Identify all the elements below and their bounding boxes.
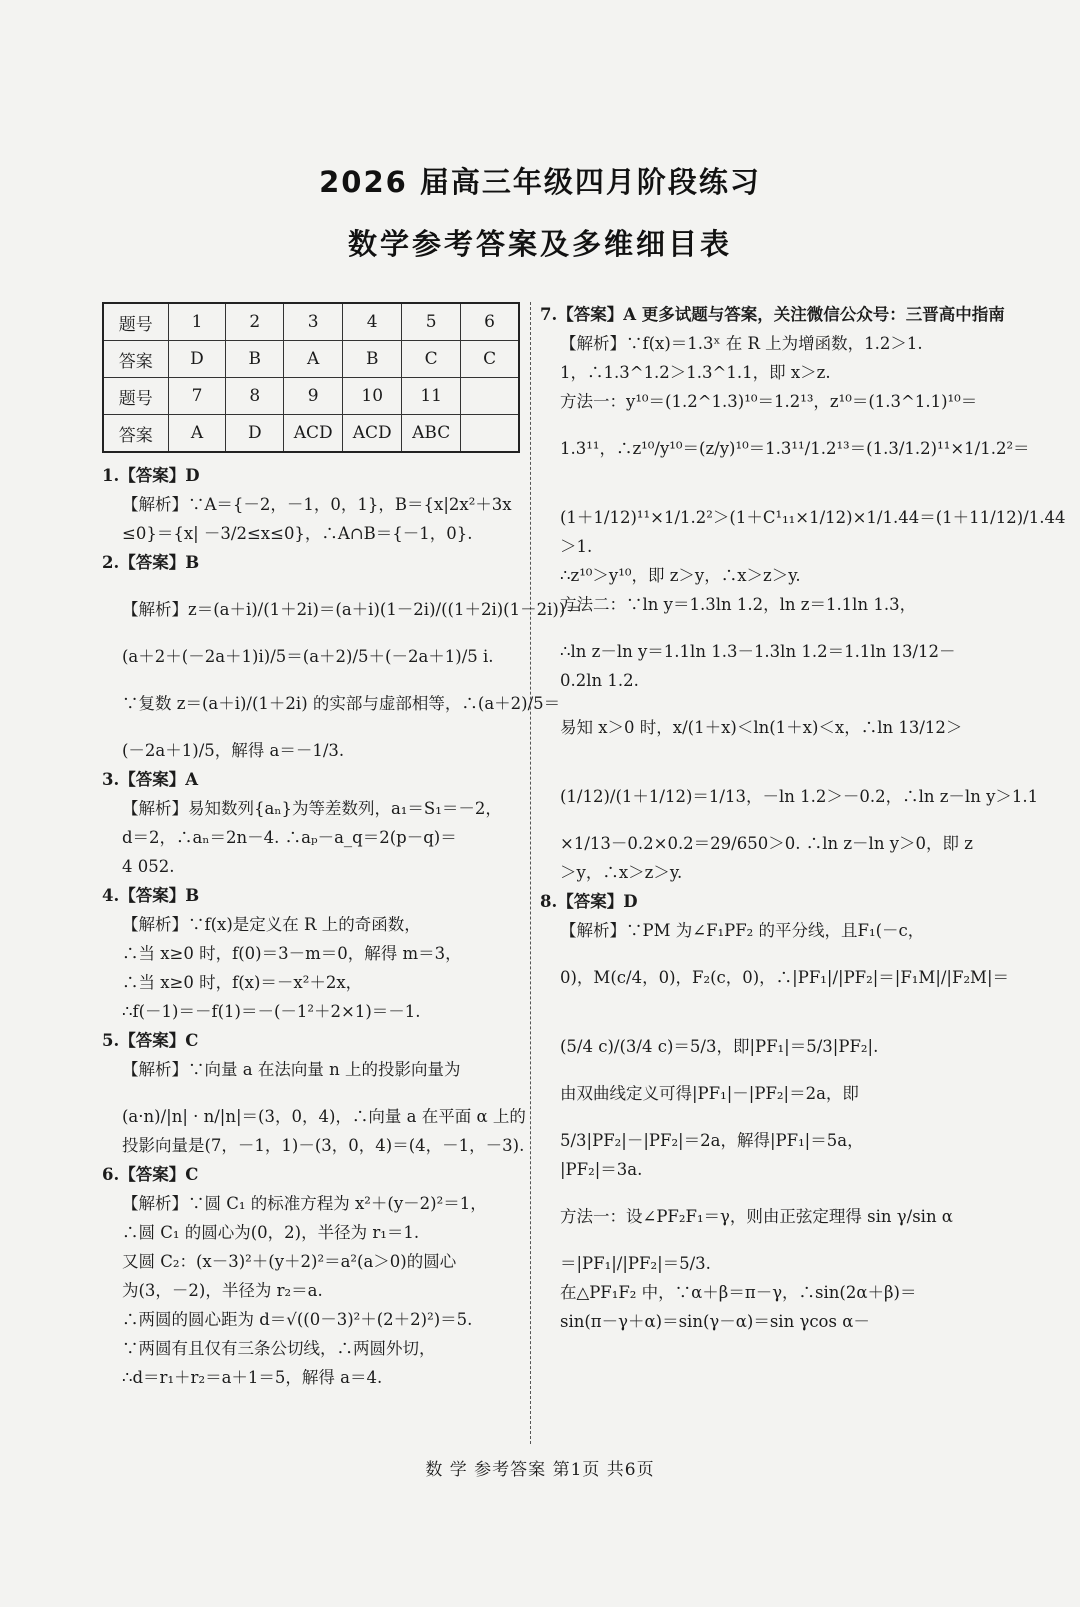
table-cell: A — [168, 415, 226, 453]
solution-line: (a·n)/|n| · n/|n|＝(3，0，4)，∴向量 a 在平面 α 上的 — [122, 1107, 526, 1126]
table-cell: C — [461, 341, 519, 378]
right-solutions — [540, 300, 1066, 1336]
table-row — [103, 341, 519, 378]
table-cell: 1 — [168, 303, 226, 341]
solution-line: 0.2ln 1.2. — [560, 671, 639, 690]
solution-line: ∴ln z－ln y＝1.1ln 1.3－1.3ln 1.2＝1.1ln 13/12－ — [560, 642, 956, 661]
solution-line: 1，∴1.3^1.2＞1.3^1.1，即 x＞z. — [560, 363, 831, 382]
table-cell: 6 — [461, 303, 519, 341]
table-cell: 4 — [343, 303, 402, 341]
solution-line: 4 052. — [122, 857, 175, 876]
table-cell: 答案 — [103, 341, 168, 378]
right-column — [540, 300, 1066, 1336]
table-cell — [461, 378, 519, 415]
table-cell: B — [226, 341, 284, 378]
solution-line: (1＋1/12)¹¹×1/1.2²＞(1＋C¹₁₁×1/12)×1/1.44＝(1＋11/12)/1.44 — [560, 508, 1066, 527]
solution-line: 【解析】∵f(x)是定义在 R 上的奇函数， — [122, 915, 421, 934]
page-footer: 数 学 参考答案 第1页 共6页 — [425, 1460, 655, 1480]
solution-line: 又圆 C₂：(x－3)²＋(y＋2)²＝a²(a＞0)的圆心 — [122, 1252, 457, 1271]
solution-line: 【解析】∵f(x)＝1.3ˣ 在 R 上为增函数，1.2＞1. — [560, 334, 923, 353]
solution-line: sin(π－γ＋α)＝sin(γ－α)＝sin γcos α－ — [560, 1312, 870, 1331]
table-cell: 7 — [168, 378, 226, 415]
question-heading: 6.【答案】C — [102, 1165, 199, 1184]
question-heading: 5.【答案】C — [102, 1031, 199, 1050]
solution-line: (1/12)/(1＋1/12)＝1/13，－ln 1.2＞－0.2，∴ln z－ln y＞1.1 — [560, 787, 1039, 806]
solution-line: ＝|PF₁|/|PF₂|＝5/3. — [560, 1254, 711, 1273]
question-heading: 8.【答案】D — [540, 892, 638, 911]
solution-line: ∴圆 C₁ 的圆心为(0，2)，半径为 r₁＝1. — [122, 1223, 420, 1242]
table-cell — [461, 415, 519, 453]
table-cell: 题号 — [103, 303, 168, 341]
solution-line: (a＋2＋(－2a＋1)i)/5＝(a＋2)/5＋(－2a＋1)/5 i. — [122, 647, 494, 666]
table-cell: 9 — [284, 378, 343, 415]
table-cell: 5 — [402, 303, 461, 341]
table-cell: ABC — [402, 415, 461, 453]
solution-line: 方法二：∵ln y＝1.3ln 1.2，ln z＝1.1ln 1.3， — [560, 595, 917, 614]
table-cell: C — [402, 341, 461, 378]
solution-line: ∴f(－1)＝－f(1)＝－(－1²＋2×1)＝－1. — [122, 1002, 421, 1021]
solution-line: 方法一：设∠PF₂F₁＝γ，则由正弦定理得 sin γ/sin α — [560, 1207, 953, 1226]
solution-line: ＞1. — [560, 537, 593, 556]
solution-line: 易知 x＞0 时，x/(1＋x)＜ln(1＋x)＜x，∴ln 13/12＞ — [560, 718, 963, 737]
column-divider — [530, 302, 531, 1444]
solution-line: 【解析】∵A＝{－2，－1，0，1}，B＝{x|2x²＋3x — [122, 495, 512, 514]
solution-line: 为(3，－2)，半径为 r₂＝a. — [122, 1281, 323, 1300]
question-heading: 3.【答案】A — [102, 770, 199, 789]
table-cell: 3 — [284, 303, 343, 341]
page-title: 2026 届高三年级四月阶段练习 — [319, 165, 761, 199]
left-solutions — [102, 461, 582, 1392]
solution-line: ×1/13－0.2×0.2＝29/650＞0. ∴ln z－ln y＞0，即 z — [560, 834, 973, 853]
solution-line: ∴当 x≥0 时，f(x)＝－x²＋2x， — [122, 973, 363, 992]
solution-line: ∴当 x≥0 时，f(0)＝3－m＝0，解得 m＝3， — [122, 944, 462, 963]
solution-line: ∵复数 z＝(a＋i)/(1＋2i) 的实部与虚部相等，∴(a＋2)/5＝ — [122, 694, 561, 713]
solution-line: ∵两圆有且仅有三条公切线，∴两圆外切， — [122, 1339, 436, 1358]
question-heading: 1.【答案】D — [102, 466, 200, 485]
table-cell: 11 — [402, 378, 461, 415]
solution-line: ∴z¹⁰＞y¹⁰，即 z＞y，∴x＞z＞y. — [560, 566, 801, 585]
table-cell: ACD — [343, 415, 402, 453]
solution-line: ∴d＝r₁＋r₂＝a＋1＝5，解得 a＝4. — [122, 1368, 383, 1387]
solution-line: 由双曲线定义可得|PF₁|－|PF₂|＝2a，即 — [560, 1084, 859, 1103]
table-cell: D — [168, 341, 226, 378]
solution-line: 【解析】∵PM 为∠F₁PF₂ 的平分线，且F₁(－c， — [560, 921, 925, 940]
solution-line: ＞y，∴x＞z＞y. — [560, 863, 683, 882]
solution-line: |PF₂|＝3a. — [560, 1160, 643, 1179]
question-heading: 7.【答案】A 更多试题与答案，关注微信公众号：三晋高中指南 — [540, 305, 1005, 324]
solution-line: ≤0}＝{x| －3/2≤x≤0}，∴A∩B＝{－1，0}. — [122, 524, 473, 543]
table-cell: 题号 — [103, 378, 168, 415]
solution-line: 方法一：y¹⁰＝(1.2^1.3)¹⁰＝1.2¹³，z¹⁰＝(1.3^1.1)¹⁰＝ — [560, 392, 978, 411]
solution-line: 【解析】z＝(a＋i)/(1＋2i)＝(a＋i)(1－2i)/((1＋2i)(1－2i))＝ — [122, 600, 582, 619]
page-subtitle: 数学参考答案及多维细目表 — [347, 227, 732, 261]
table-cell: 答案 — [103, 415, 168, 453]
solution-line: ∴两圆的圆心距为 d＝√((0－3)²＋(2＋2)²)＝5. — [122, 1310, 473, 1329]
solution-line: 【解析】∵圆 C₁ 的标准方程为 x²＋(y－2)²＝1， — [122, 1194, 487, 1213]
table-cell: 2 — [226, 303, 284, 341]
solution-line: 0)，M(c/4，0)，F₂(c，0)，∴|PF₁|/|PF₂|＝|F₁M|/|F₂M|＝ — [560, 968, 1010, 987]
solution-line: 在△PF₁F₂ 中，∵α＋β＝π－γ，∴sin(2α＋β)＝ — [560, 1283, 917, 1302]
table-cell: 10 — [343, 378, 402, 415]
solution-line: 【解析】∵向量 a 在法向量 n 上的投影向量为 — [122, 1060, 461, 1079]
solution-line: (－2a＋1)/5，解得 a＝－1/3. — [122, 741, 345, 760]
question-heading: 4.【答案】B — [102, 886, 200, 905]
solution-line: 投影向量是(7，－1，1)－(3，0，4)＝(4，－1，－3). — [122, 1136, 525, 1155]
table-row — [103, 415, 519, 453]
table-cell: A — [284, 341, 343, 378]
answer-table — [102, 302, 520, 453]
solution-line: 1.3¹¹，∴z¹⁰/y¹⁰＝(z/y)¹⁰＝1.3¹¹/1.2¹³＝(1.3/1.2)¹¹×1/1.2²＝ — [560, 439, 1030, 458]
solution-line: d＝2，∴aₙ＝2n－4. ∴aₚ－a_q＝2(p－q)＝ — [122, 828, 457, 847]
solution-line: 【解析】易知数列{aₙ}为等差数列，a₁＝S₁＝－2， — [122, 799, 502, 818]
solution-line: 5/3|PF₂|－|PF₂|＝2a，解得|PF₁|＝5a， — [560, 1131, 864, 1150]
table-cell: B — [343, 341, 402, 378]
question-heading: 2.【答案】B — [102, 553, 200, 572]
table-cell: D — [226, 415, 284, 453]
table-cell: ACD — [284, 415, 343, 453]
table-cell: 8 — [226, 378, 284, 415]
table-row — [103, 378, 519, 415]
solution-line: (5/4 c)/(3/4 c)＝5/3，即|PF₁|＝5/3|PF₂|. — [560, 1037, 879, 1056]
table-row — [103, 303, 519, 341]
left-column — [102, 302, 582, 1392]
